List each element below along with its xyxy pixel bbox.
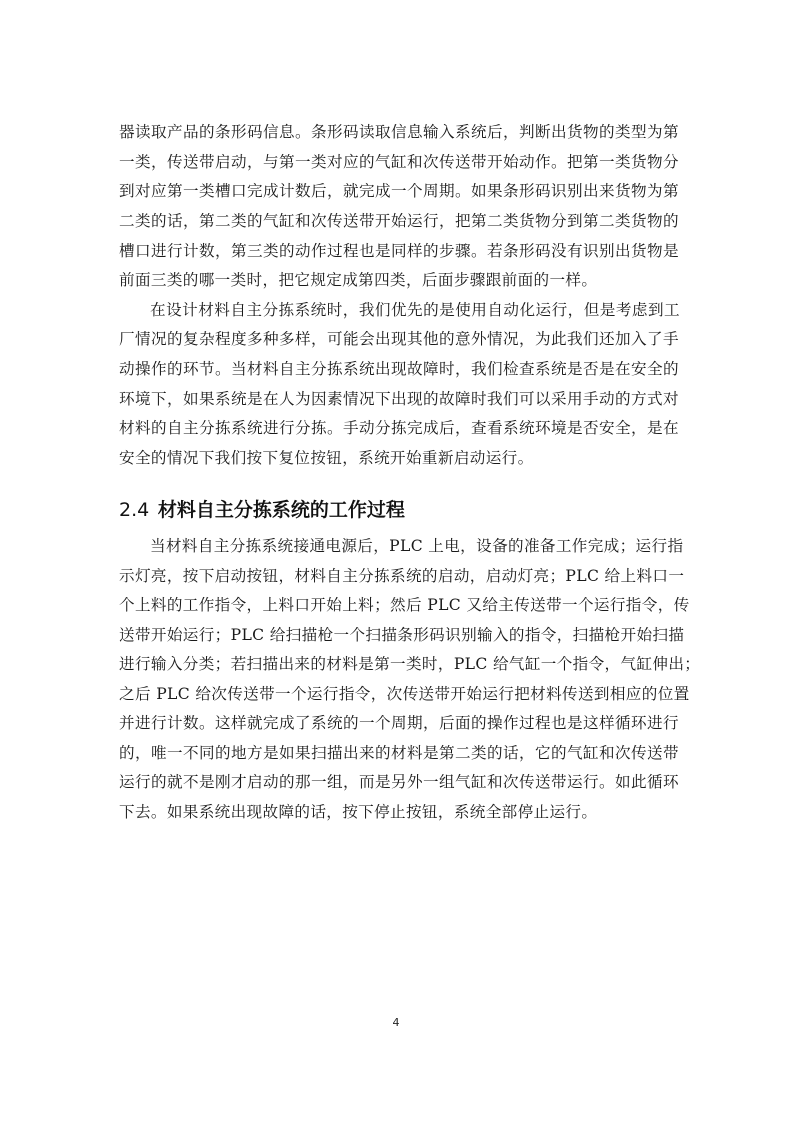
text-line: 进行输入分类；若扫描出来的材料是第一类时，PLC 给气缸一个指令，气缸伸出； xyxy=(119,655,701,673)
text-line: 当材料自主分拣系统接通电源后，PLC 上电，设备的准备工作完成；运行指 xyxy=(150,537,684,555)
page-number: 4 xyxy=(392,1016,400,1029)
text-line: 运行的就不是刚才启动的那一组，而是另外一组气缸和次传送带运行。如此循环 xyxy=(119,773,679,791)
text-line: 送带开始运行；PLC 给扫描枪一个扫描条形码识别输入的指令，扫描枪开始扫描 xyxy=(119,626,685,644)
text-line: 槽口进行计数，第三类的动作过程也是同样的步骤。若条形码没有识别出货物是 xyxy=(119,242,679,260)
text-line: 器读取产品的条形码信息。条形码读取信息输入系统后，判断出货物的类型为第 xyxy=(119,123,679,141)
text-line: 的，唯一不同的地方是如果扫描出来的材料是第二类的话，它的气缸和次传送带 xyxy=(119,744,679,762)
text-line: 一类，传送带启动，与第一类对应的气缸和次传送带开始动作。把第一类货物分 xyxy=(119,153,679,171)
text-line: 在设计材料自主分拣系统时，我们优先的是使用自动化运行，但是考虑到工 xyxy=(150,301,680,319)
section-heading xyxy=(119,494,405,526)
text-line: 环境下，如果系统是在人为因素情况下出现的故障时我们可以采用手动的方式对 xyxy=(119,390,679,408)
text-line: 之后 PLC 给次传送带一个运行指令，次传送带开始运行把材料传送到相应的位置 xyxy=(119,685,690,703)
text-line: 示灯亮，按下启动按钮，材料自主分拣系统的启动，启动灯亮；PLC 给上料口一 xyxy=(119,567,685,585)
text-line: 安全的情况下我们按下复位按钮，系统开始重新启动运行。 xyxy=(119,449,534,467)
text-line: 二类的话，第二类的气缸和次传送带开始运行，把第二类货物分到第二类货物的 xyxy=(119,212,679,230)
text-line: 下去。如果系统出现故障的话，按下停止按钮，系统全部停止运行。 xyxy=(119,803,598,821)
text-line: 并进行计数。这样就完成了系统的一个周期，后面的操作过程也是这样循环进行 xyxy=(119,714,679,732)
text-line: 材料的自主分拣系统进行分拣。手动分拣完成后，查看系统环境是否安全，是在 xyxy=(119,419,679,437)
text-line: 到对应第一类槽口完成计数后，就完成一个周期。如果条形码识别出来货物为第 xyxy=(119,182,679,200)
text-line: 前面三类的哪一类时，把它规定成第四类，后面步骤跟前面的一样。 xyxy=(119,271,598,289)
text-line: 动操作的环节。当材料自主分拣系统出现故障时，我们检查系统是否是在安全的 xyxy=(119,360,679,378)
section-number: 2.4 xyxy=(119,499,150,521)
text-line: 个上料的工作指令，上料口开始上料；然后 PLC 又给主传送带一个运行指令，传 xyxy=(119,596,690,614)
section-title: 材料自主分拣系统的工作过程 xyxy=(157,499,405,521)
text-line: 厂情况的复杂程度多种多样，可能会出现其他的意外情况，为此我们还加入了手 xyxy=(119,330,679,348)
